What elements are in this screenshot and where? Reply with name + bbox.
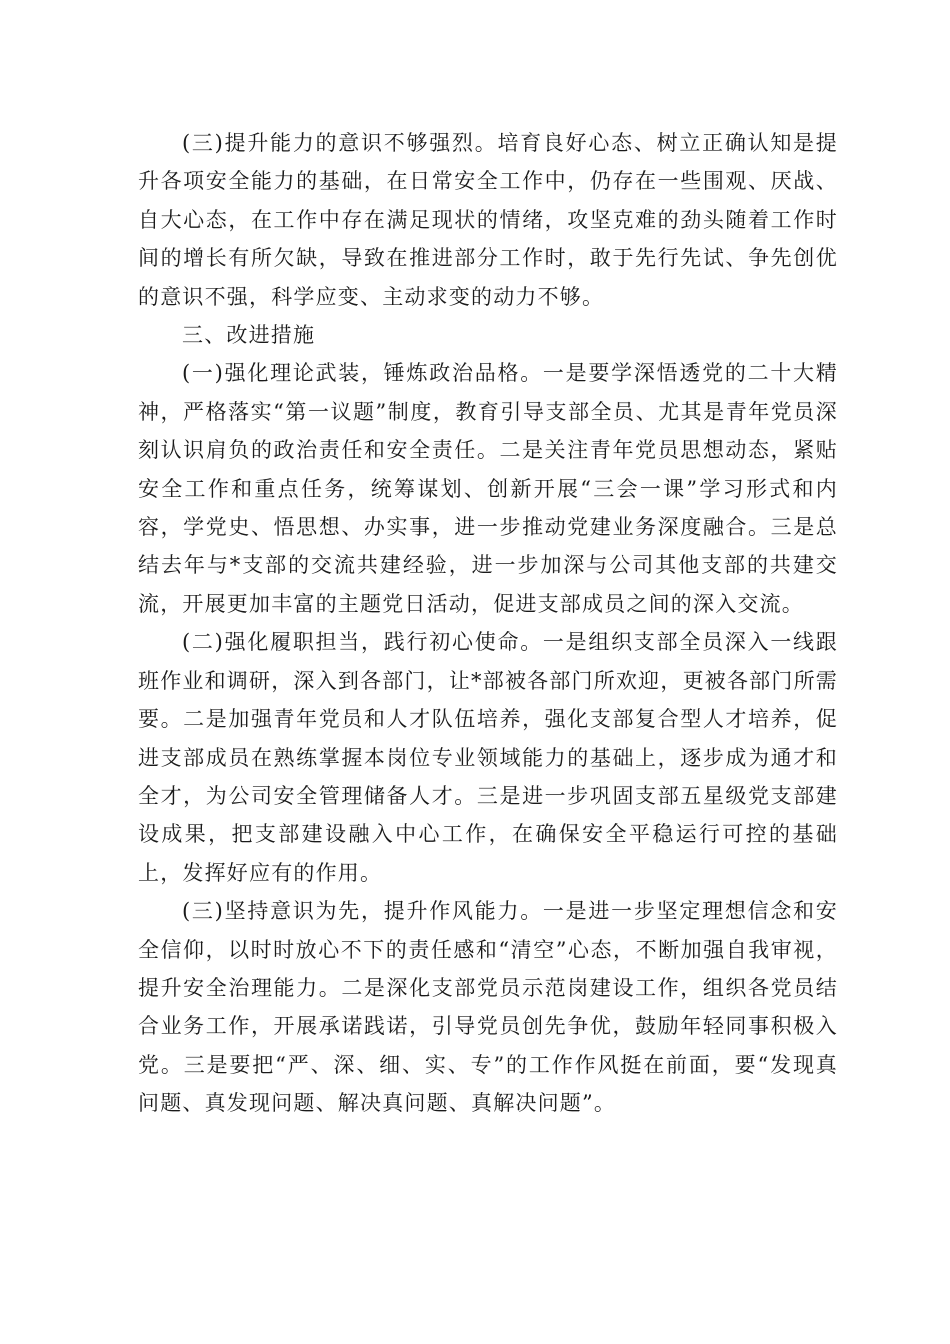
document-page [138, 124, 838, 1123]
paragraph-measure-theory: (一)强化理论武装，锤炼政治品格。一是要学深悟透党的二十大精神，严格落实“第一议题”制度，教育引导支部全员、尤其是青年党员深刻认识肩负的政治责任和安全责任。二是关注青年党员思想动态，紧贴安全工作和重点任务，统筹谋划、创新开展“三会一课”学习形式和内容，学党史、悟思想、办实事，进一步推动党建业务深度融合。三是总结去年与*支部的交流共建经验，进一步加深与公司其他支部的共建交流，开展更加丰富的主题党日活动，促进支部成员之间的深入交流。 [138, 361, 838, 616]
paragraph-awareness-issue: (三)提升能力的意识不够强烈。培育良好心态、树立正确认知是提升各项安全能力的基础，在日常安全工作中，仍存在一些围观、厌战、自大心态，在工作中存在满足现状的情绪，攻坚克难的劲头随着工作时间的增长有所欠缺，导致在推进部分工作时，敢于先行先试、争先创优的意识不强，科学应变、主动求变的动力不够。 [138, 131, 838, 309]
paragraph-measure-duty: (二)强化履职担当，践行初心使命。一是组织支部全员深入一线跟班作业和调研，深入到各部门，让*部被各部门所欢迎，更被各部门所需要。二是加强青年党员和人才队伍培养，强化支部复合型人才培养，促进支部成员在熟练掌握本岗位专业领域能力的基础上，逐步成为通才和全才，为公司安全管理储备人才。三是进一步巩固支部五星级党支部建设成果，把支部建设融入中心工作，在确保安全平稳运行可控的基础上，发挥好应有的作用。 [138, 630, 838, 885]
section-heading-improvement-measures: 三、改进措施 [182, 323, 316, 348]
paragraph-measure-awareness: (三)坚持意识为先，提升作风能力。一是进一步坚定理想信念和安全信仰，以时时放心不下的责任感和“清空”心态，不断加强自我审视，提升安全治理能力。二是深化支部党员示范岗建设工作，组织各党员结合业务工作，开展承诺践诺，引导党员创先争优，鼓励年轻同事积极入党。三是要把“严、深、细、实、专”的工作作风挺在前面，要“发现真问题、真发现问题、解决真问题、真解决问题”。 [138, 899, 838, 1116]
